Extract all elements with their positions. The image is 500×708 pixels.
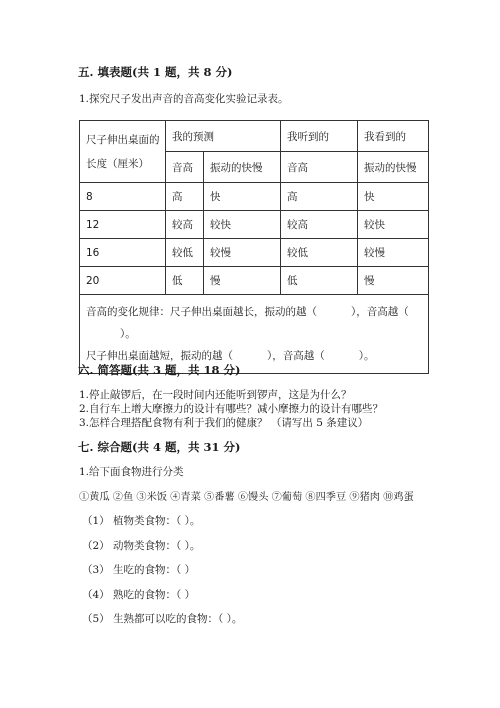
cell-seen: 快 [358, 183, 429, 211]
section7-question-1: 1.给下面食物进行分类 [79, 466, 184, 478]
rule-text: ）。 [120, 328, 136, 340]
cell-seen: 较慢 [358, 239, 429, 267]
cell-heard: 高 [281, 183, 358, 211]
rule-text: ）。 [358, 350, 375, 362]
sub-question-1: （1） 植物类食物：（ ）。 [82, 515, 201, 527]
cell-length: 16 [80, 239, 166, 267]
cell-predicted-speed: 快 [204, 183, 281, 211]
section7-heading: 七. 综合题(共 4 题，共 31 分) [78, 440, 241, 454]
rule-text: 尺子伸出桌面越短，振动的越（ [86, 350, 233, 362]
section5-heading: 五. 填表题(共 1 题，共 8 分) [78, 65, 233, 79]
header-length: 尺子伸出桌面的长度（厘米） [80, 121, 166, 183]
cell-predicted-pitch: 较低 [166, 239, 204, 267]
section6-question-2: 2.自行车上增大摩擦力的设计有哪些？减小摩擦力的设计有哪些？ [79, 403, 384, 415]
table-row [80, 183, 429, 211]
cell-predicted-speed: 较快 [204, 211, 281, 239]
section6-question-3: 3.怎样合理搭配食物有利于我们的健康？ （请写出 5 条建议） [79, 417, 369, 429]
record-table [79, 120, 429, 374]
cell-predicted-speed: 慢 [204, 267, 281, 295]
subheader-speed: 振动的快慢 [358, 152, 429, 183]
header-seen: 我看到的 [358, 121, 429, 152]
table-row [80, 211, 429, 239]
rule-text: ），音高越（ [351, 306, 409, 318]
rule-text: ），音高越（ [267, 350, 325, 362]
cell-length: 20 [80, 267, 166, 295]
header-heard: 我听到的 [281, 121, 358, 152]
food-list: ①黄瓜 ②鱼 ③米饭 ④青菜 ⑤番薯 ⑥馒头 ⑦葡萄 ⑧四季豆 ⑨猪肉 ⑩鸡蛋 [79, 492, 414, 503]
cell-predicted-pitch: 较高 [166, 211, 204, 239]
sub-question-4: （4） 熟吃的食物：（ ） [82, 589, 196, 601]
cell-seen: 较快 [358, 211, 429, 239]
table-row [80, 239, 429, 267]
cell-length: 12 [80, 211, 166, 239]
cell-length: 8 [80, 183, 166, 211]
section5-question-1: 1.探究尺子发出声音的音高变化实验记录表。 [79, 93, 289, 105]
cell-predicted-pitch: 低 [166, 267, 204, 295]
cell-heard: 低 [281, 267, 358, 295]
cell-heard: 较低 [281, 239, 358, 267]
table-row [80, 267, 429, 295]
rule-text: 音高的变化规律：尺子伸出桌面越长，振动的越（ [86, 306, 317, 318]
pitch-rule-line-1 [86, 301, 422, 345]
sub-question-2: （2） 动物类食物：（ ）。 [82, 540, 201, 552]
sub-question-3: （3） 生吃的食物：（ ） [82, 564, 196, 576]
cell-seen: 慢 [358, 267, 429, 295]
subheader-speed: 振动的快慢 [204, 152, 281, 183]
cell-heard: 较高 [281, 211, 358, 239]
section6-question-1: 1.停止敲锣后，在一段时间内还能听到锣声，这是为什么？ [79, 389, 352, 401]
header-prediction: 我的预测 [166, 121, 281, 152]
section6-heading: 六. 简答题(共 3 题，共 18 分) [78, 363, 241, 377]
cell-predicted-speed: 较慢 [204, 239, 281, 267]
subheader-pitch: 音高 [166, 152, 204, 183]
sub-question-5: （5） 生熟都可以吃的食物：（ ）。 [82, 613, 243, 625]
subheader-pitch: 音高 [281, 152, 358, 183]
cell-predicted-pitch: 高 [166, 183, 204, 211]
